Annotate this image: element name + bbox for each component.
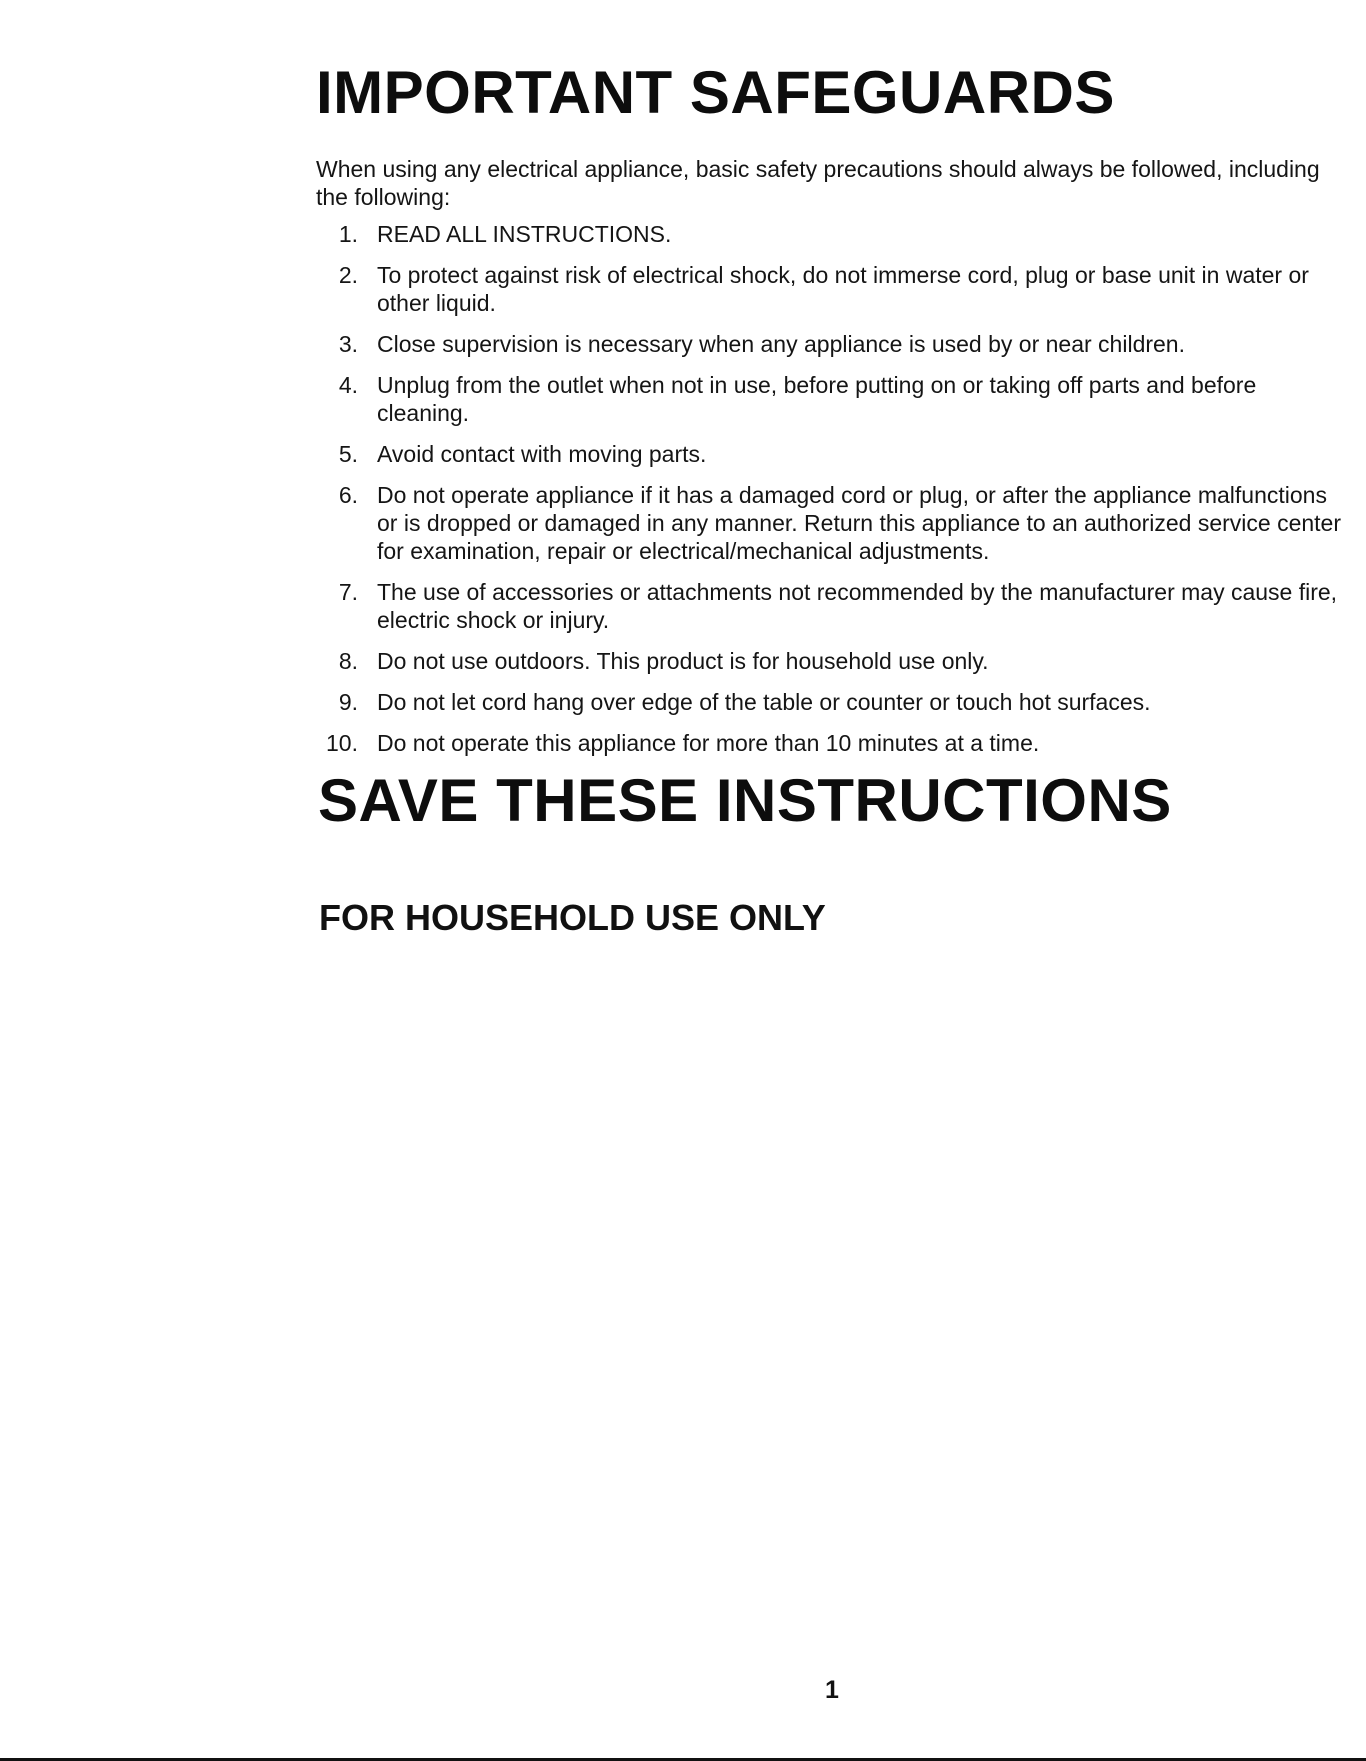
instruction-text: Close supervision is necessary when any appliance is used by or near children. xyxy=(377,331,1185,357)
instruction-number: 3. xyxy=(338,331,358,357)
instruction-item-7 xyxy=(316,578,1346,634)
instruction-number: 4. xyxy=(338,372,358,398)
instruction-number: 2. xyxy=(338,262,358,288)
instruction-text: Avoid contact with moving parts. xyxy=(377,441,707,467)
instruction-text: Do not let cord hang over edge of the table or counter or touch hot surfaces. xyxy=(377,689,1151,715)
instruction-text: The use of accessories or attachments not recommended by the manufacturer may cause fire, electric shock or injury. xyxy=(377,579,1338,633)
intro-paragraph: When using any electrical appliance, basic safety precautions should always be followed, including the following: xyxy=(316,156,1320,210)
page-number: 1 xyxy=(825,1676,839,1704)
instruction-number: 5. xyxy=(338,441,358,467)
instruction-number: 1. xyxy=(338,221,358,247)
instruction-item-4 xyxy=(316,371,1346,427)
save-instructions-heading: SAVE THESE INSTRUCTIONS xyxy=(318,767,1172,834)
instruction-number: 6. xyxy=(338,482,358,508)
instruction-text: To protect against risk of electrical shock, do not immerse cord, plug or base unit in water or other liquid. xyxy=(377,262,1309,316)
instruction-item-9 xyxy=(316,688,1346,716)
instruction-item-8 xyxy=(316,647,1346,675)
instruction-text: Do not operate appliance if it has a damaged cord or plug, or after the appliance malfunctions or is dropped or damaged in any manner. Return this appliance to an authorized service center for examination, repair or electrical/mechanical adjustments. xyxy=(377,482,1342,564)
page-title: IMPORTANT SAFEGUARDS xyxy=(316,59,1115,126)
instruction-text: READ ALL INSTRUCTIONS. xyxy=(377,221,672,247)
instruction-text: Unplug from the outlet when not in use, before putting on or taking off parts and before cleaning. xyxy=(377,372,1257,426)
instruction-list xyxy=(316,220,1346,770)
instruction-number: 8. xyxy=(338,648,358,674)
instruction-item-2 xyxy=(316,261,1346,317)
household-use-heading: FOR HOUSEHOLD USE ONLY xyxy=(319,897,826,938)
instruction-text: Do not operate this appliance for more than 10 minutes at a time. xyxy=(377,730,1040,756)
instruction-item-3 xyxy=(316,330,1346,358)
instruction-item-6 xyxy=(316,481,1346,565)
instruction-number: 9. xyxy=(338,689,358,715)
instruction-text: Do not use outdoors. This product is for household use only. xyxy=(377,648,989,674)
instruction-number: 10. xyxy=(326,730,358,756)
instruction-item-1 xyxy=(316,220,1346,248)
instruction-item-10 xyxy=(316,729,1346,757)
instruction-number: 7. xyxy=(338,579,358,605)
instruction-item-5 xyxy=(316,440,1346,468)
